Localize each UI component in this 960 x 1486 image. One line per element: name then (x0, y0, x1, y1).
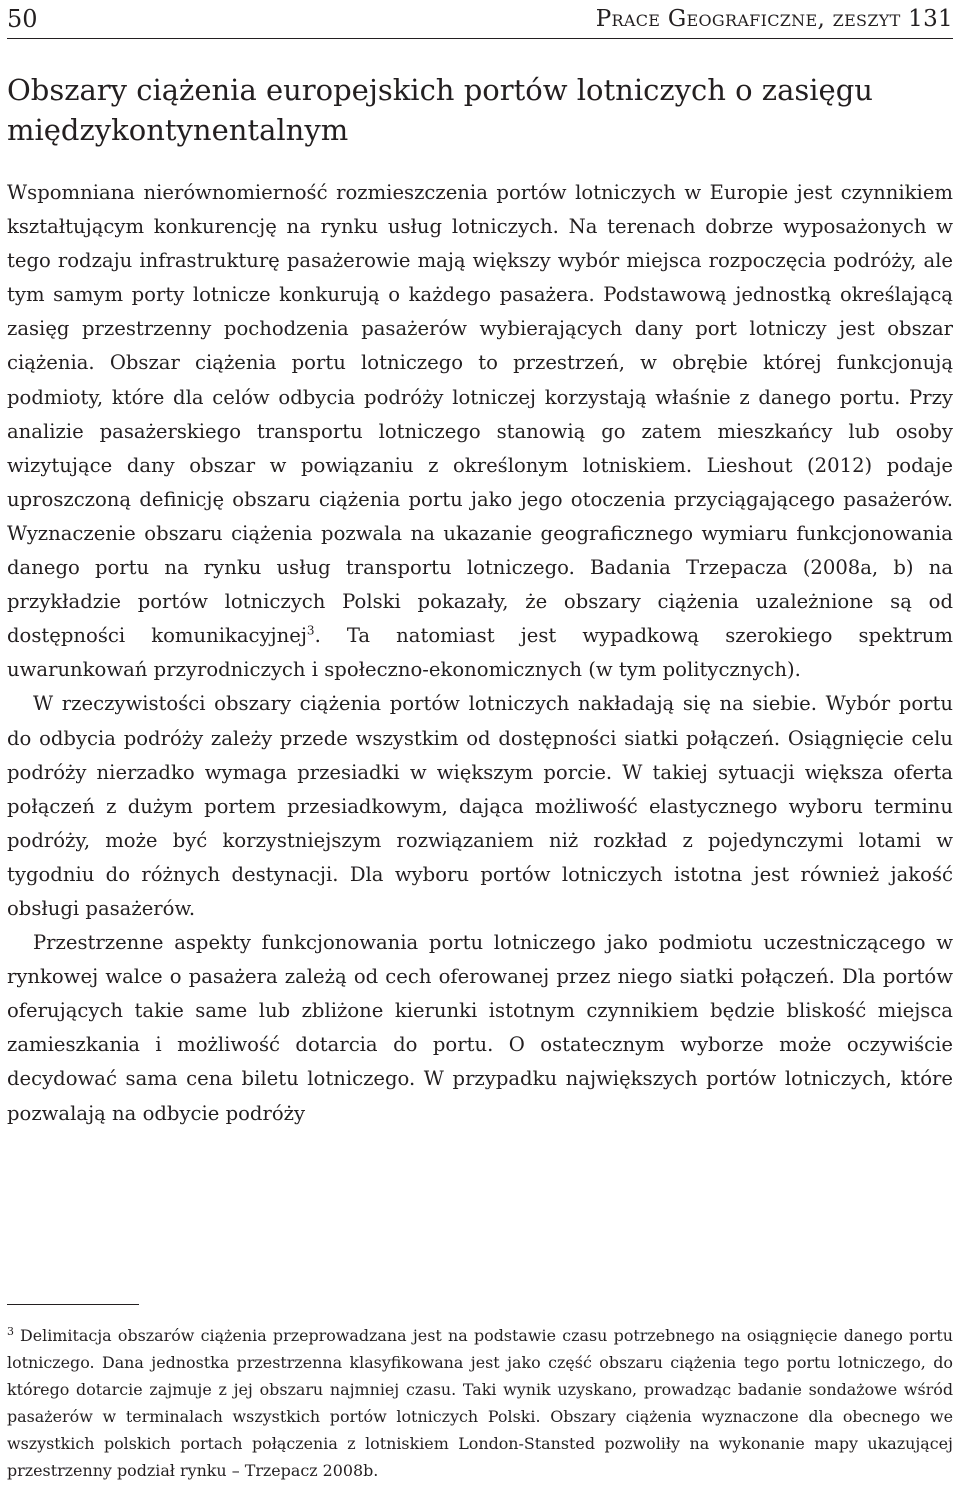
body-text (7, 176, 953, 1131)
footnote-text: Delimitacja obszarów ciążenia przeprowadzana jest na podstawie czasu potrzebnego na osiągnięcie danego portu lotniczego. Dana jednostka przestrzenna klasyfikowana jest jako część obszaru ciążenia tego portu lotniczego, do którego dotarcie zajmuje z jej obszaru najmniej czasu. Taki wynik uzyskano, prowadząc badanie sondażowe wśród pasażerów w terminalach wszystkich portów lotniczych Polski. Obszary ciążenia wyznaczone dla obecnego we wszystkich polskich portach połączenia z lotniskiem London-Stansted pozwoliły na wykonanie mapy ukazującej przestrzenny podział rynku – Trzepacz 2008b. (7, 1326, 953, 1480)
paragraph-1-text-b: . Ta natomiast jest wypadkową szerokiego spektrum uwarunkowań przyrodniczych i społeczno-ekonomicznych (w tym politycznych). (7, 624, 953, 682)
page-header (7, 2, 953, 39)
footnote-mark: 3 (7, 1324, 14, 1338)
footnote-reference: 3 (306, 623, 315, 638)
paragraph-3: Przestrzenne aspekty funkcjonowania portu lotniczego jako podmiotu uczestniczącego w rynkowej walce o pasażera zależą od cech oferowanej przez niego siatki połączeń. Dla portów oferujących takie same lub zbliżone kierunki istotnym czynnikiem będzie bliskość miejsca zamieszkania i możliwość dotarcia do portu. O ostatecznym wyborze może oczywiście decydować sama cena biletu lotniczego. W przypadku największych portów lotniczych, które pozwalają na odbycie podróży (7, 931, 953, 1125)
paragraph-1 (7, 176, 953, 687)
footnote-divider (7, 1304, 139, 1305)
paragraph-2: W rzeczywistości obszary ciążenia portów lotniczych nakładają się na siebie. Wybór portu do odbycia podróży zależy przede wszystkim od dostępności siatki połączeń. Osiągnięcie celu podróży nierzadko wymaga przesiadki w większym porcie. W takiej sytuacji większa oferta połączeń z dużym portem przesiadkowym, dająca możliwość elastycznego wyboru terminu podróży, może być korzystniejszym rozwiązaniem niż rozkład z pojedynczymi lotami w tygodniu do różnych destynacji. Dla wyboru portów lotniczych istotna jest również jakość obsługi pasażerów. (7, 692, 953, 920)
paragraph-1-text-a: Wspomniana nierównomierność rozmieszczenia portów lotniczych w Europie jest czynnikiem kształtującym konkurencję na rynku usług lotniczych. Na terenach dobrze wyposażonych w tego rodzaju infrastrukturę pasażerowie mają większy wybór miejsca rozpoczęcia podróży, ale tym samym porty lotnicze konkurują o każdego pasażera. Podstawową jednostką określającą zasięg przestrzenny pochodzenia pasażerów wybierających dany port lotniczy jest obszar ciążenia. Obszar ciążenia portu lotniczego to przestrzeń, w obrębie której funkcjonują podmioty, które dla celów odbycia podróży lotniczej korzystają właśnie z danego portu. Przy analizie pasażerskiego transportu lotniczego stanowią go zatem mieszkańcy lub osoby wizytujące dany obszar w powiązaniu z określonym lotniskiem. Lieshout (2012) podaje uproszczoną definicję obszaru ciążenia portu jako jego otoczenia przyciągającego pasażerów. Wyznaczenie obszaru ciążenia pozwala na ukazanie geograficznego wymiaru funkcjonowania danego portu na rynku usług transportu lotniczego. Badania Trzepacza (2008a, b) na przykładzie portów lotniczych Polski pokazały, że obszary ciążenia uzależnione są od dostępności komunikacyjnej (7, 181, 953, 648)
section-title: Obszary ciążenia europejskich portów lotniczych o zasięgu międzykontynentalnym (7, 73, 873, 147)
page-number: 50 (7, 5, 38, 33)
running-head: Prace Geograficzne, zeszyt 131 (595, 6, 953, 32)
footnote (7, 1322, 953, 1484)
